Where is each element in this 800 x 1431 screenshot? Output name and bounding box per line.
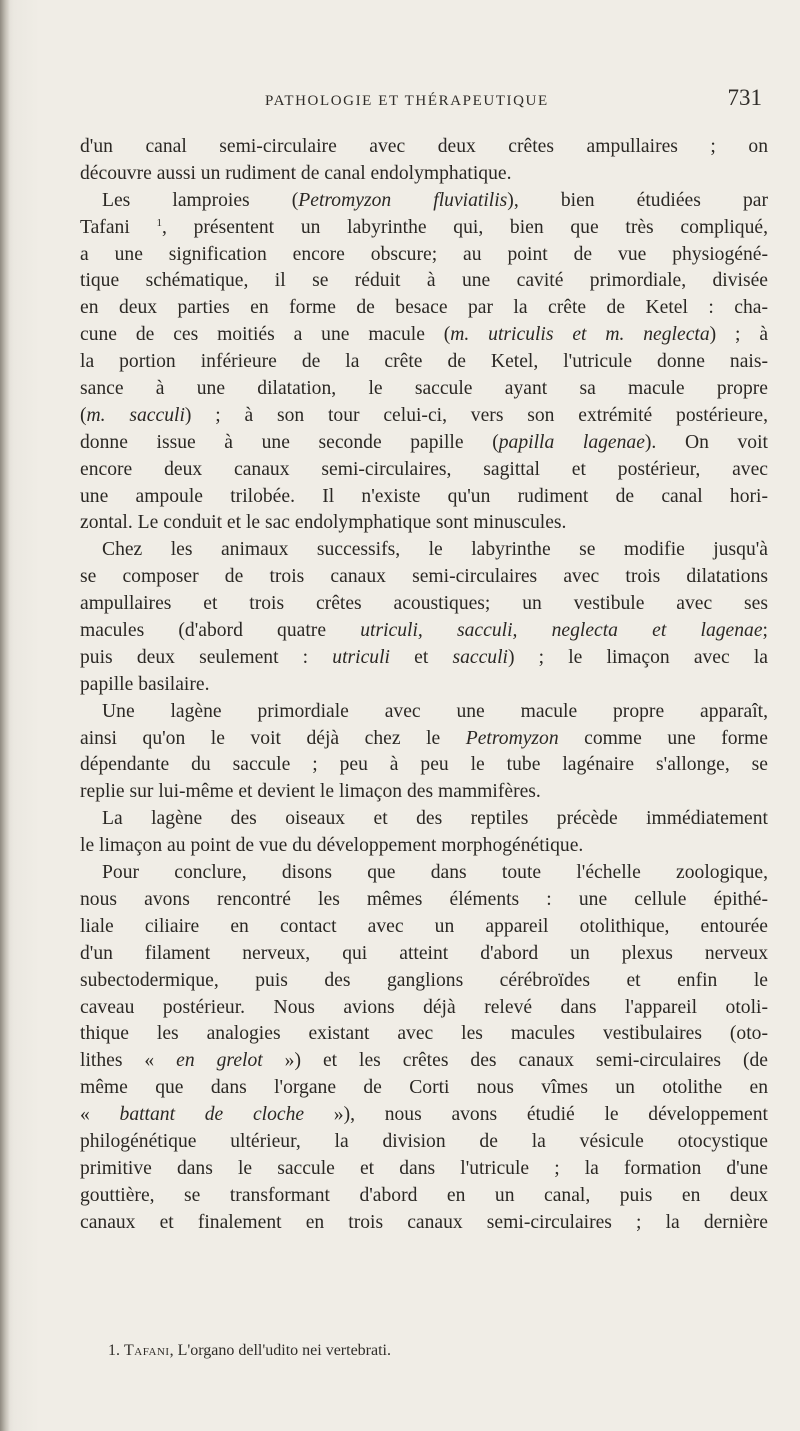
- body-text: [80, 134, 768, 1237]
- text-line: encore deux canaux semi-circulaires, sagittal et postérieur, avec: [80, 458, 768, 480]
- text-line: ainsi qu'on le voit déjà chez le Petromyzon comme une forme: [80, 727, 768, 749]
- text-line: Pour conclure, disons que dans toute l'échelle zoologique,: [102, 862, 768, 884]
- text-line: macules (d'abord quatre utriculi, sacculi, neglecta et lagenae;: [80, 620, 768, 642]
- text-line: « battant de cloche »), nous avons étudié le développement: [80, 1104, 768, 1126]
- text-line: tique schématique, il se réduit à une cavité primordiale, divisée: [80, 270, 768, 292]
- text-line: a une signification encore obscure; au point de vue physiogéné-: [80, 243, 768, 265]
- footnote: [108, 1342, 391, 1360]
- text-line: canaux et finalement en trois canaux semi-circulaires ; la dernière: [80, 1211, 768, 1233]
- footnote-ref: 1: [156, 216, 162, 229]
- running-title: PATHOLOGIE ET THÉRAPEUTIQUE: [265, 93, 549, 109]
- text-line: en deux parties en forme de besace par la crête de Ketel : cha-: [80, 297, 768, 319]
- text-line: Tafani $^1$, présentent un labyrinthe qui, bien que très compliqué,: [80, 216, 768, 238]
- text-line: sance à une dilatation, le saccule ayant sa macule propre: [80, 378, 768, 400]
- text-line: Les lamproies (Petromyzon fluviatilis), bien étudiées par: [102, 189, 768, 211]
- text-line: subectodermique, puis des ganglions cérébroïdes et enfin le: [80, 969, 768, 991]
- text-line: La lagène des oiseaux et des reptiles précède immédiatement: [102, 808, 768, 830]
- text-line: zontal. Le conduit et le sac endolymphatique sont minuscules.: [80, 512, 567, 534]
- text-line: dépendante du saccule ; peu à peu le tube lagénaire s'allonge, se: [80, 754, 768, 776]
- text-line: découvre aussi un rudiment de canal endolymphatique.: [80, 162, 512, 184]
- page-binding-edge: [0, 0, 10, 1431]
- text-line: cune de ces moitiés a une macule (m. utriculis et m. neglecta) ; à: [80, 324, 769, 346]
- text-line: d'un canal semi-circulaire avec deux crêtes ampullaires ; on: [80, 136, 768, 157]
- text-line: liale ciliaire en contact avec un appareil otolithique, entourée: [80, 915, 768, 937]
- text-line: (m. sacculi) ; à son tour celui-ci, vers son extrémité postérieure,: [80, 404, 768, 426]
- text-line: puis deux seulement : utriculi et sacculi) ; le limaçon avec la: [80, 646, 769, 668]
- text-line: philogénétique ultérieur, la division de la vésicule otocystique: [80, 1130, 768, 1152]
- text-line: une ampoule trilobée. Il n'existe qu'un rudiment de canal hori-: [80, 485, 768, 507]
- text-line: lithes « en grelot ») et les crêtes des canaux semi-circulaires (de: [80, 1050, 769, 1072]
- footnote-author: Tafani: [124, 1342, 170, 1359]
- text-line: se composer de trois canaux semi-circulaires avec trois dilatations: [80, 566, 768, 588]
- text-line: la portion inférieure de la crête de Ketel, l'utricule donne nais-: [80, 351, 768, 373]
- text-line: papille basilaire.: [80, 673, 210, 695]
- text-line: primitive dans le saccule et dans l'utricule ; la formation d'une: [80, 1157, 768, 1179]
- text-line: d'un filament nerveux, qui atteint d'abord un plexus nerveux: [80, 942, 768, 964]
- footnote-number: 1.: [108, 1342, 120, 1359]
- text-line: Une lagène primordiale avec une macule propre apparaît,: [102, 700, 768, 722]
- text-line: thique les analogies existant avec les macules vestibulaires (oto-: [80, 1023, 768, 1045]
- footnote-title: , L'organo dell'udito nei vertebrati.: [169, 1342, 391, 1359]
- page-number: 731: [727, 85, 762, 110]
- text-line: le limaçon au point de vue du développement morphogénétique.: [80, 835, 584, 857]
- text-line: même que dans l'organe de Corti nous vîmes un otolithe en: [80, 1077, 768, 1099]
- text-line: Chez les animaux successifs, le labyrinthe se modifie jusqu'à: [102, 539, 768, 561]
- text-line: donne issue à une seconde papille (papilla lagenae). On voit: [80, 431, 768, 453]
- text-line: nous avons rencontré les mêmes éléments : une cellule épithé-: [80, 888, 768, 910]
- text-line: replie sur lui-même et devient le limaçon des mammifères.: [80, 781, 541, 803]
- text-line: gouttière, se transformant d'abord en un canal, puis en deux: [80, 1184, 768, 1206]
- text-line: ampullaires et trois crêtes acoustiques; un vestibule avec ses: [80, 593, 768, 615]
- page-header: [80, 85, 770, 125]
- text-line: caveau postérieur. Nous avions déjà relevé dans l'appareil otoli-: [80, 996, 768, 1018]
